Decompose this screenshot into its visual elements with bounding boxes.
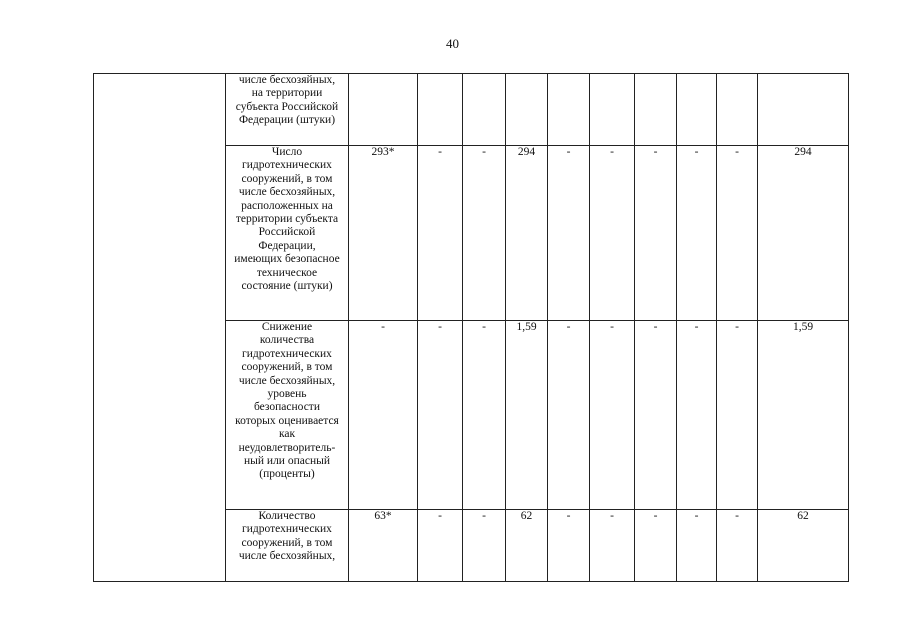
value-cell: [506, 74, 548, 146]
indicator-line: Федерации,: [258, 239, 316, 252]
value-cell: 1,59: [506, 321, 548, 510]
value-cell: -: [677, 510, 717, 582]
indicator-line: безопасности: [253, 401, 320, 414]
empty-first-column-cell: [94, 74, 226, 582]
indicator-cell: [226, 321, 349, 510]
indicator-line: Российской: [258, 226, 316, 239]
indicator-cell: [226, 146, 349, 321]
value-cell: -: [418, 510, 463, 582]
indicator-line: как: [278, 428, 296, 441]
value-cell: 1,59: [758, 321, 849, 510]
value-cell: -: [677, 321, 717, 510]
indicator-line: сооружений, в том: [241, 361, 333, 374]
value-cell: [349, 74, 418, 146]
value-cell: 294: [506, 146, 548, 321]
indicator-line: Федерации (штуки): [238, 114, 336, 127]
indicator-line: территории субъекта: [235, 213, 339, 226]
value-cell: -: [463, 146, 506, 321]
value-cell: -: [717, 510, 758, 582]
indicator-line: субъекта Российской: [235, 100, 339, 113]
value-cell: -: [548, 510, 590, 582]
value-cell: -: [548, 321, 590, 510]
table-row: [94, 74, 849, 146]
indicator-line: Снижение: [261, 321, 313, 333]
indicator-line: уровень: [267, 388, 307, 401]
value-cell: [590, 74, 635, 146]
indicator-line: числе бесхозяйных,: [238, 550, 336, 563]
value-cell: -: [548, 146, 590, 321]
value-cell: -: [635, 321, 677, 510]
value-cell: [717, 74, 758, 146]
value-cell: [418, 74, 463, 146]
indicator-line: имеющих безопасное: [234, 253, 340, 266]
indicator-line: Количество: [258, 510, 316, 522]
indicator-line: неудовлетворитель-: [238, 441, 336, 454]
indicator-line: гидротехнических: [242, 347, 332, 360]
indicator-line: на территории: [251, 87, 323, 100]
indicators-table: [93, 73, 849, 582]
indicator-cell: [226, 74, 349, 146]
indicator-line: техническое: [256, 266, 318, 279]
indicator-line: расположенных на: [241, 199, 333, 212]
value-cell: 294: [758, 146, 849, 321]
indicator-line: количества: [259, 334, 315, 347]
indicator-line: числе бесхозяйных,: [238, 74, 336, 86]
indicator-cell: [226, 510, 349, 582]
indicator-line: состояние (штуки): [241, 280, 333, 293]
value-cell: [548, 74, 590, 146]
value-cell: [758, 74, 849, 146]
value-cell: [463, 74, 506, 146]
value-cell: -: [463, 321, 506, 510]
value-cell: 63*: [349, 510, 418, 582]
indicator-line: числе бесхозяйных,: [238, 374, 336, 387]
indicator-line: гидротехнических: [242, 159, 332, 172]
value-cell: 62: [506, 510, 548, 582]
indicator-line: (проценты): [259, 468, 315, 481]
value-cell: -: [349, 321, 418, 510]
value-cell: -: [418, 146, 463, 321]
value-cell: [677, 74, 717, 146]
indicator-line: сооружений, в том: [241, 172, 333, 185]
value-cell: -: [463, 510, 506, 582]
value-cell: -: [418, 321, 463, 510]
value-cell: -: [590, 510, 635, 582]
page-number: 40: [446, 36, 459, 51]
value-cell: [635, 74, 677, 146]
value-cell: -: [590, 146, 635, 321]
value-cell: 293*: [349, 146, 418, 321]
value-cell: -: [717, 146, 758, 321]
value-cell: -: [717, 321, 758, 510]
indicator-line: гидротехнических: [242, 523, 332, 536]
indicator-line: числе бесхозяйных,: [238, 186, 336, 199]
value-cell: 62: [758, 510, 849, 582]
indicator-line: сооружений, в том: [241, 536, 333, 549]
value-cell: -: [590, 321, 635, 510]
indicator-line: ный или опасный: [244, 455, 330, 468]
indicator-line: Число: [271, 146, 303, 158]
value-cell: -: [635, 146, 677, 321]
value-cell: -: [677, 146, 717, 321]
indicator-line: которых оценивается: [235, 414, 339, 427]
value-cell: -: [635, 510, 677, 582]
